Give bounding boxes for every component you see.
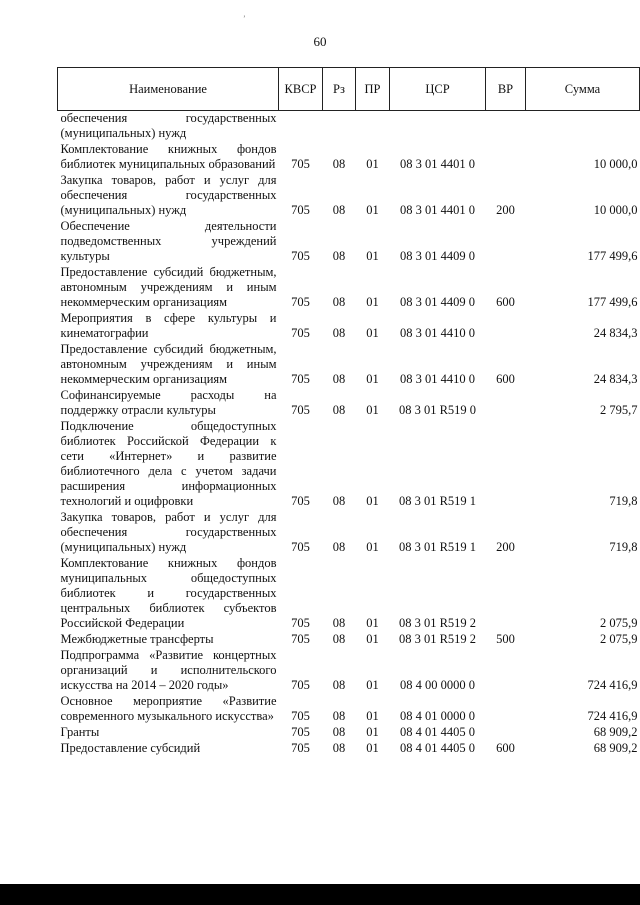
- cell-kvsr: 705: [291, 632, 310, 646]
- cell-csr: 08 3 01 4409 0: [400, 295, 475, 309]
- cell-vr: [486, 142, 526, 173]
- cell-csr: 08 4 00 0000 0: [400, 678, 475, 692]
- header-name: Наименование: [58, 68, 279, 111]
- cell-rz: 08: [332, 326, 346, 340]
- cell-vr: 600: [496, 295, 515, 309]
- cell-name: Предоставление субсидий бюджетным, автономным учреждениям и иным некоммерческим организациям: [60, 265, 277, 309]
- cell-name: обеспечения государственных (муниципальных) нужд: [60, 111, 277, 140]
- table-row: [58, 388, 640, 419]
- cell-sum: 24 834,3: [593, 326, 638, 340]
- cell-sum: 68 909,2: [593, 741, 638, 755]
- table-row: [58, 741, 640, 757]
- cell-sum: 719,8: [609, 494, 638, 508]
- cell-name: Подпрограмма «Развитие концертных организаций и исполнительского искусства на 2014 – 2020 годы»: [60, 648, 277, 692]
- cell-pr: 01: [366, 540, 379, 554]
- table-row: [58, 725, 640, 741]
- header-csr: ЦСР: [390, 68, 486, 111]
- header-rz: Рз: [323, 68, 356, 111]
- cell-kvsr: [279, 111, 323, 143]
- cell-pr: 01: [366, 632, 379, 646]
- cell-pr: 01: [366, 616, 379, 630]
- table-header-row: [58, 68, 640, 111]
- cell-kvsr: 705: [291, 249, 310, 263]
- cell-csr: 08 4 01 4405 0: [400, 741, 475, 755]
- cell-rz: 08: [332, 203, 346, 217]
- cell-kvsr: 705: [291, 741, 310, 755]
- cell-kvsr: 705: [291, 494, 310, 508]
- cell-kvsr: 705: [291, 203, 310, 217]
- table-row: [58, 311, 640, 342]
- cell-sum: 68 909,2: [593, 725, 638, 739]
- cell-vr: 500: [496, 632, 515, 646]
- cell-csr: 08 3 01 4409 0: [400, 249, 475, 263]
- cell-csr: [390, 111, 486, 143]
- table-row: [58, 556, 640, 632]
- cell-kvsr: 705: [291, 678, 310, 692]
- cell-csr: 08 4 01 4405 0: [400, 725, 475, 739]
- header-sum: Сумма: [526, 68, 640, 111]
- cell-sum: 10 000,0: [593, 157, 638, 171]
- cell-vr: 200: [496, 203, 515, 217]
- cell-kvsr: 705: [291, 725, 310, 739]
- cell-sum: 724 416,9: [587, 678, 638, 692]
- cell-vr: 600: [496, 741, 515, 755]
- cell-rz: 08: [332, 403, 346, 417]
- table-row: [58, 111, 640, 143]
- cell-rz: 08: [332, 632, 346, 646]
- table-row: [58, 648, 640, 694]
- cell-kvsr: 705: [291, 540, 310, 554]
- page-number: 60: [313, 34, 327, 49]
- cell-rz: [323, 111, 356, 143]
- cell-sum: 177 499,6: [587, 295, 638, 309]
- cell-name: Гранты: [60, 725, 100, 739]
- cell-vr: 600: [496, 372, 515, 386]
- cell-sum: 2 795,7: [600, 403, 638, 417]
- cell-vr: [486, 311, 526, 342]
- budget-table: [57, 67, 640, 757]
- scan-speck: ʼ: [243, 14, 246, 23]
- table-row: [58, 142, 640, 173]
- cell-kvsr: 705: [291, 295, 310, 309]
- cell-pr: 01: [366, 403, 379, 417]
- cell-name: Предоставление субсидий бюджетным, автономным учреждениям и иным некоммерческим организациям: [60, 342, 277, 386]
- cell-vr: [486, 648, 526, 694]
- cell-csr: 08 3 01 4410 0: [400, 326, 475, 340]
- cell-kvsr: 705: [291, 616, 310, 630]
- table-row: [58, 173, 640, 219]
- cell-name: Комплектование книжных фондов библиотек муниципальных образований: [60, 142, 277, 171]
- cell-rz: 08: [332, 678, 346, 692]
- cell-vr: [486, 388, 526, 419]
- cell-csr: 08 3 01 4401 0: [400, 203, 475, 217]
- cell-pr: 01: [366, 678, 379, 692]
- cell-name: Обеспечение деятельности подведомственных учреждений культуры: [60, 219, 277, 263]
- cell-pr: 01: [366, 709, 379, 723]
- cell-pr: [356, 111, 390, 143]
- cell-name: Предоставление субсидий: [60, 741, 201, 755]
- cell-pr: 01: [366, 157, 379, 171]
- cell-csr: 08 3 01 4401 0: [400, 157, 475, 171]
- cell-pr: 01: [366, 249, 379, 263]
- cell-kvsr: 705: [291, 326, 310, 340]
- cell-csr: 08 3 01 R519 2: [398, 616, 477, 630]
- cell-sum: 2 075,9: [600, 616, 638, 630]
- cell-pr: 01: [366, 494, 379, 508]
- cell-kvsr: 705: [291, 372, 310, 386]
- cell-rz: 08: [332, 741, 346, 755]
- cell-kvsr: 705: [291, 157, 310, 171]
- table-row: [58, 694, 640, 725]
- cell-rz: 08: [332, 372, 346, 386]
- cell-name: Мероприятия в сфере культуры и кинематографии: [60, 311, 277, 340]
- cell-vr: 200: [496, 540, 515, 554]
- cell-name: Основное мероприятие «Развитие современного музыкального искусства»: [60, 694, 277, 723]
- cell-name: Межбюджетные трансферты: [60, 632, 214, 646]
- cell-sum: 177 499,6: [587, 249, 638, 263]
- cell-pr: 01: [366, 326, 379, 340]
- cell-vr: [486, 219, 526, 265]
- cell-rz: 08: [332, 249, 346, 263]
- cell-sum: 24 834,3: [593, 372, 638, 386]
- cell-vr: [486, 694, 526, 725]
- scan-bottom-edge: [0, 884, 640, 905]
- table-row: [58, 632, 640, 648]
- cell-kvsr: 705: [291, 403, 310, 417]
- cell-pr: 01: [366, 372, 379, 386]
- cell-csr: 08 3 01 R519 1: [398, 494, 477, 508]
- cell-csr: 08 3 01 R519 2: [398, 632, 477, 646]
- cell-csr: 08 3 01 R519 1: [398, 540, 477, 554]
- cell-name: Закупка товаров, работ и услуг для обеспечения государственных (муниципальных) нужд: [60, 510, 277, 554]
- cell-name: Комплектование книжных фондов муниципальных общедоступных библиотек и государственных центральных библиотек субъектов Российской Федерации: [60, 556, 277, 630]
- cell-sum: 2 075,9: [600, 632, 638, 646]
- cell-pr: 01: [366, 295, 379, 309]
- cell-csr: 08 3 01 4410 0: [400, 372, 475, 386]
- cell-csr: 08 4 01 0000 0: [400, 709, 475, 723]
- cell-sum: 10 000,0: [593, 203, 638, 217]
- table-row: [58, 265, 640, 311]
- cell-vr: [486, 725, 526, 741]
- table-row: [58, 219, 640, 265]
- cell-pr: 01: [366, 741, 379, 755]
- table-row: [58, 342, 640, 388]
- table-row: [58, 510, 640, 556]
- cell-sum: [526, 111, 640, 143]
- cell-vr: [486, 556, 526, 632]
- header-vr: ВР: [486, 68, 526, 111]
- table-row: [58, 419, 640, 510]
- cell-rz: 08: [332, 540, 346, 554]
- cell-name: Софинансируемые расходы на поддержку отрасли культуры: [60, 388, 277, 417]
- cell-name: Закупка товаров, работ и услуг для обеспечения государственных (муниципальных) нужд: [60, 173, 277, 217]
- cell-pr: 01: [366, 725, 379, 739]
- cell-pr: 01: [366, 203, 379, 217]
- cell-rz: 08: [332, 725, 346, 739]
- cell-name: Подключение общедоступных библиотек Российской Федерации к сети «Интернет» и развитие библиотечного дела с учетом задачи расширения информационных технологий и оцифровки: [60, 419, 277, 508]
- header-kvsr: КВСР: [279, 68, 323, 111]
- cell-sum: 724 416,9: [587, 709, 638, 723]
- cell-rz: 08: [332, 494, 346, 508]
- cell-csr: 08 3 01 R519 0: [398, 403, 477, 417]
- cell-kvsr: 705: [291, 709, 310, 723]
- cell-rz: 08: [332, 295, 346, 309]
- cell-sum: 719,8: [609, 540, 638, 554]
- cell-rz: 08: [332, 616, 346, 630]
- cell-vr: [486, 419, 526, 510]
- header-pr: ПР: [356, 68, 390, 111]
- cell-rz: 08: [332, 709, 346, 723]
- cell-vr: [486, 111, 526, 143]
- cell-rz: 08: [332, 157, 346, 171]
